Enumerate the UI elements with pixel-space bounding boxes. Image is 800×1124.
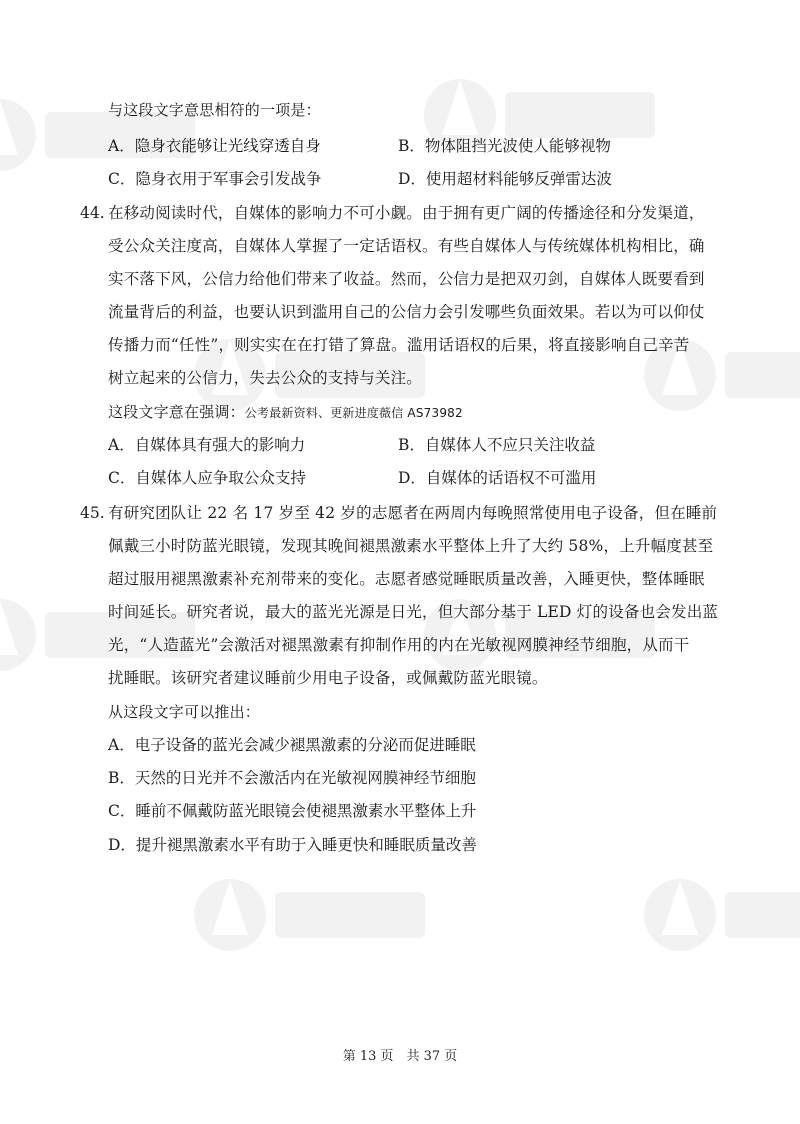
q45-passage-line: 扰睡眠。该研究者建议睡前少用电子设备，或佩戴防蓝光眼镜。: [108, 669, 548, 687]
watermark-logo-icon: [640, 840, 800, 990]
q43-stem: 与这段文字意思相符的一项是：: [108, 101, 321, 119]
q45-passage-line: 时间延长。研究者说，最大的蓝光光源是日光，但大部分基于 LED 灯的设备也会发出蓝: [108, 603, 719, 621]
q44-option-a[interactable]: A．自媒体具有强大的影响力: [108, 436, 306, 454]
q43-option-a[interactable]: A．隐身衣能够让光线穿透自身: [108, 137, 321, 155]
q44-passage-line: 传播力而“任性”，则实实在在打错了算盘。滥用话语权的后果，将直接影响自己辛苦: [108, 336, 690, 354]
q45-passage-line: 佩戴三小时防蓝光眼镜，发现其晚间褪黑激素水平整体上升了大约 58%，上升幅度甚至: [108, 537, 714, 555]
q44-stem-line: [108, 401, 463, 424]
page-number: 第 13 页 共 37 页: [342, 1049, 458, 1064]
q44-stem: 这段文字意在强调：: [108, 403, 245, 421]
q44-option-d[interactable]: D．自媒体的话语权不可滥用: [398, 469, 597, 487]
watermark-logo-icon: [190, 840, 430, 990]
q45-option-c[interactable]: C．睡前不佩戴防蓝光眼镜会使褪黑激素水平整体上升: [108, 802, 477, 820]
q43-option-b[interactable]: B．物体阻挡光波使人能够视物: [398, 137, 611, 155]
q44-passage-line: 树立起来的公信力，失去公众的支持与关注。: [108, 369, 423, 387]
q43-option-d[interactable]: D．使用超材料能够反弹雷达波: [398, 170, 612, 188]
q44-option-b[interactable]: B．自媒体人不应只关注收益: [398, 436, 596, 454]
q45-stem: 从这段文字可以推出：: [108, 703, 261, 721]
q45-option-b[interactable]: B．天然的日光并不会激活内在光敏视网膜神经节细胞: [108, 769, 476, 787]
q43-option-c[interactable]: C．隐身衣用于军事会引发战争: [108, 170, 322, 188]
q45-passage-line: 超过服用褪黑激素补充剂带来的变化。志愿者感觉睡眠质量改善，入睡更快，整体睡眠: [108, 570, 705, 588]
q45-passage-line: 有研究团队让 22 名 17 岁至 42 岁的志愿者在两周内每晚照常使用电子设备，但在睡前: [108, 504, 718, 522]
q44-option-c[interactable]: C．自媒体人应争取公众支持: [108, 469, 306, 487]
q44-passage-line: 在移动阅读时代，自媒体的影响力不可小觑。由于拥有更广阔的传播途径和分发渠道，: [108, 204, 705, 222]
q44-passage-line: 实不落下风，公信力给他们带来了收益。然而，公信力是把双刃剑，自媒体人既要看到: [108, 270, 705, 288]
q45-option-a[interactable]: A．电子设备的蓝光会减少褪黑激素的分泌而促进睡眠: [108, 736, 476, 754]
q44-passage-line: 受公众关注度高，自媒体人掌握了一定话语权。有些自媒体人与传统媒体机构相比，确: [108, 237, 705, 255]
q44-passage-line: 流量背后的利益，也要认识到滥用自己的公信力会引发哪些负面效果。若以为可以仰仗: [108, 303, 705, 321]
q44-inline-note: 公考最新资料、更新进度薇信 AS73982: [244, 406, 463, 420]
q44-number: 44.: [80, 204, 105, 222]
q45-option-d[interactable]: D．提升褪黑激素水平有助于入睡更快和睡眠质量改善: [108, 836, 477, 854]
q45-number: 45.: [80, 504, 105, 522]
q45-passage-line: 光，“人造蓝光”会激活对褪黑激素有抑制作用的内在光敏视网膜神经节细胞，从而干: [108, 636, 690, 654]
